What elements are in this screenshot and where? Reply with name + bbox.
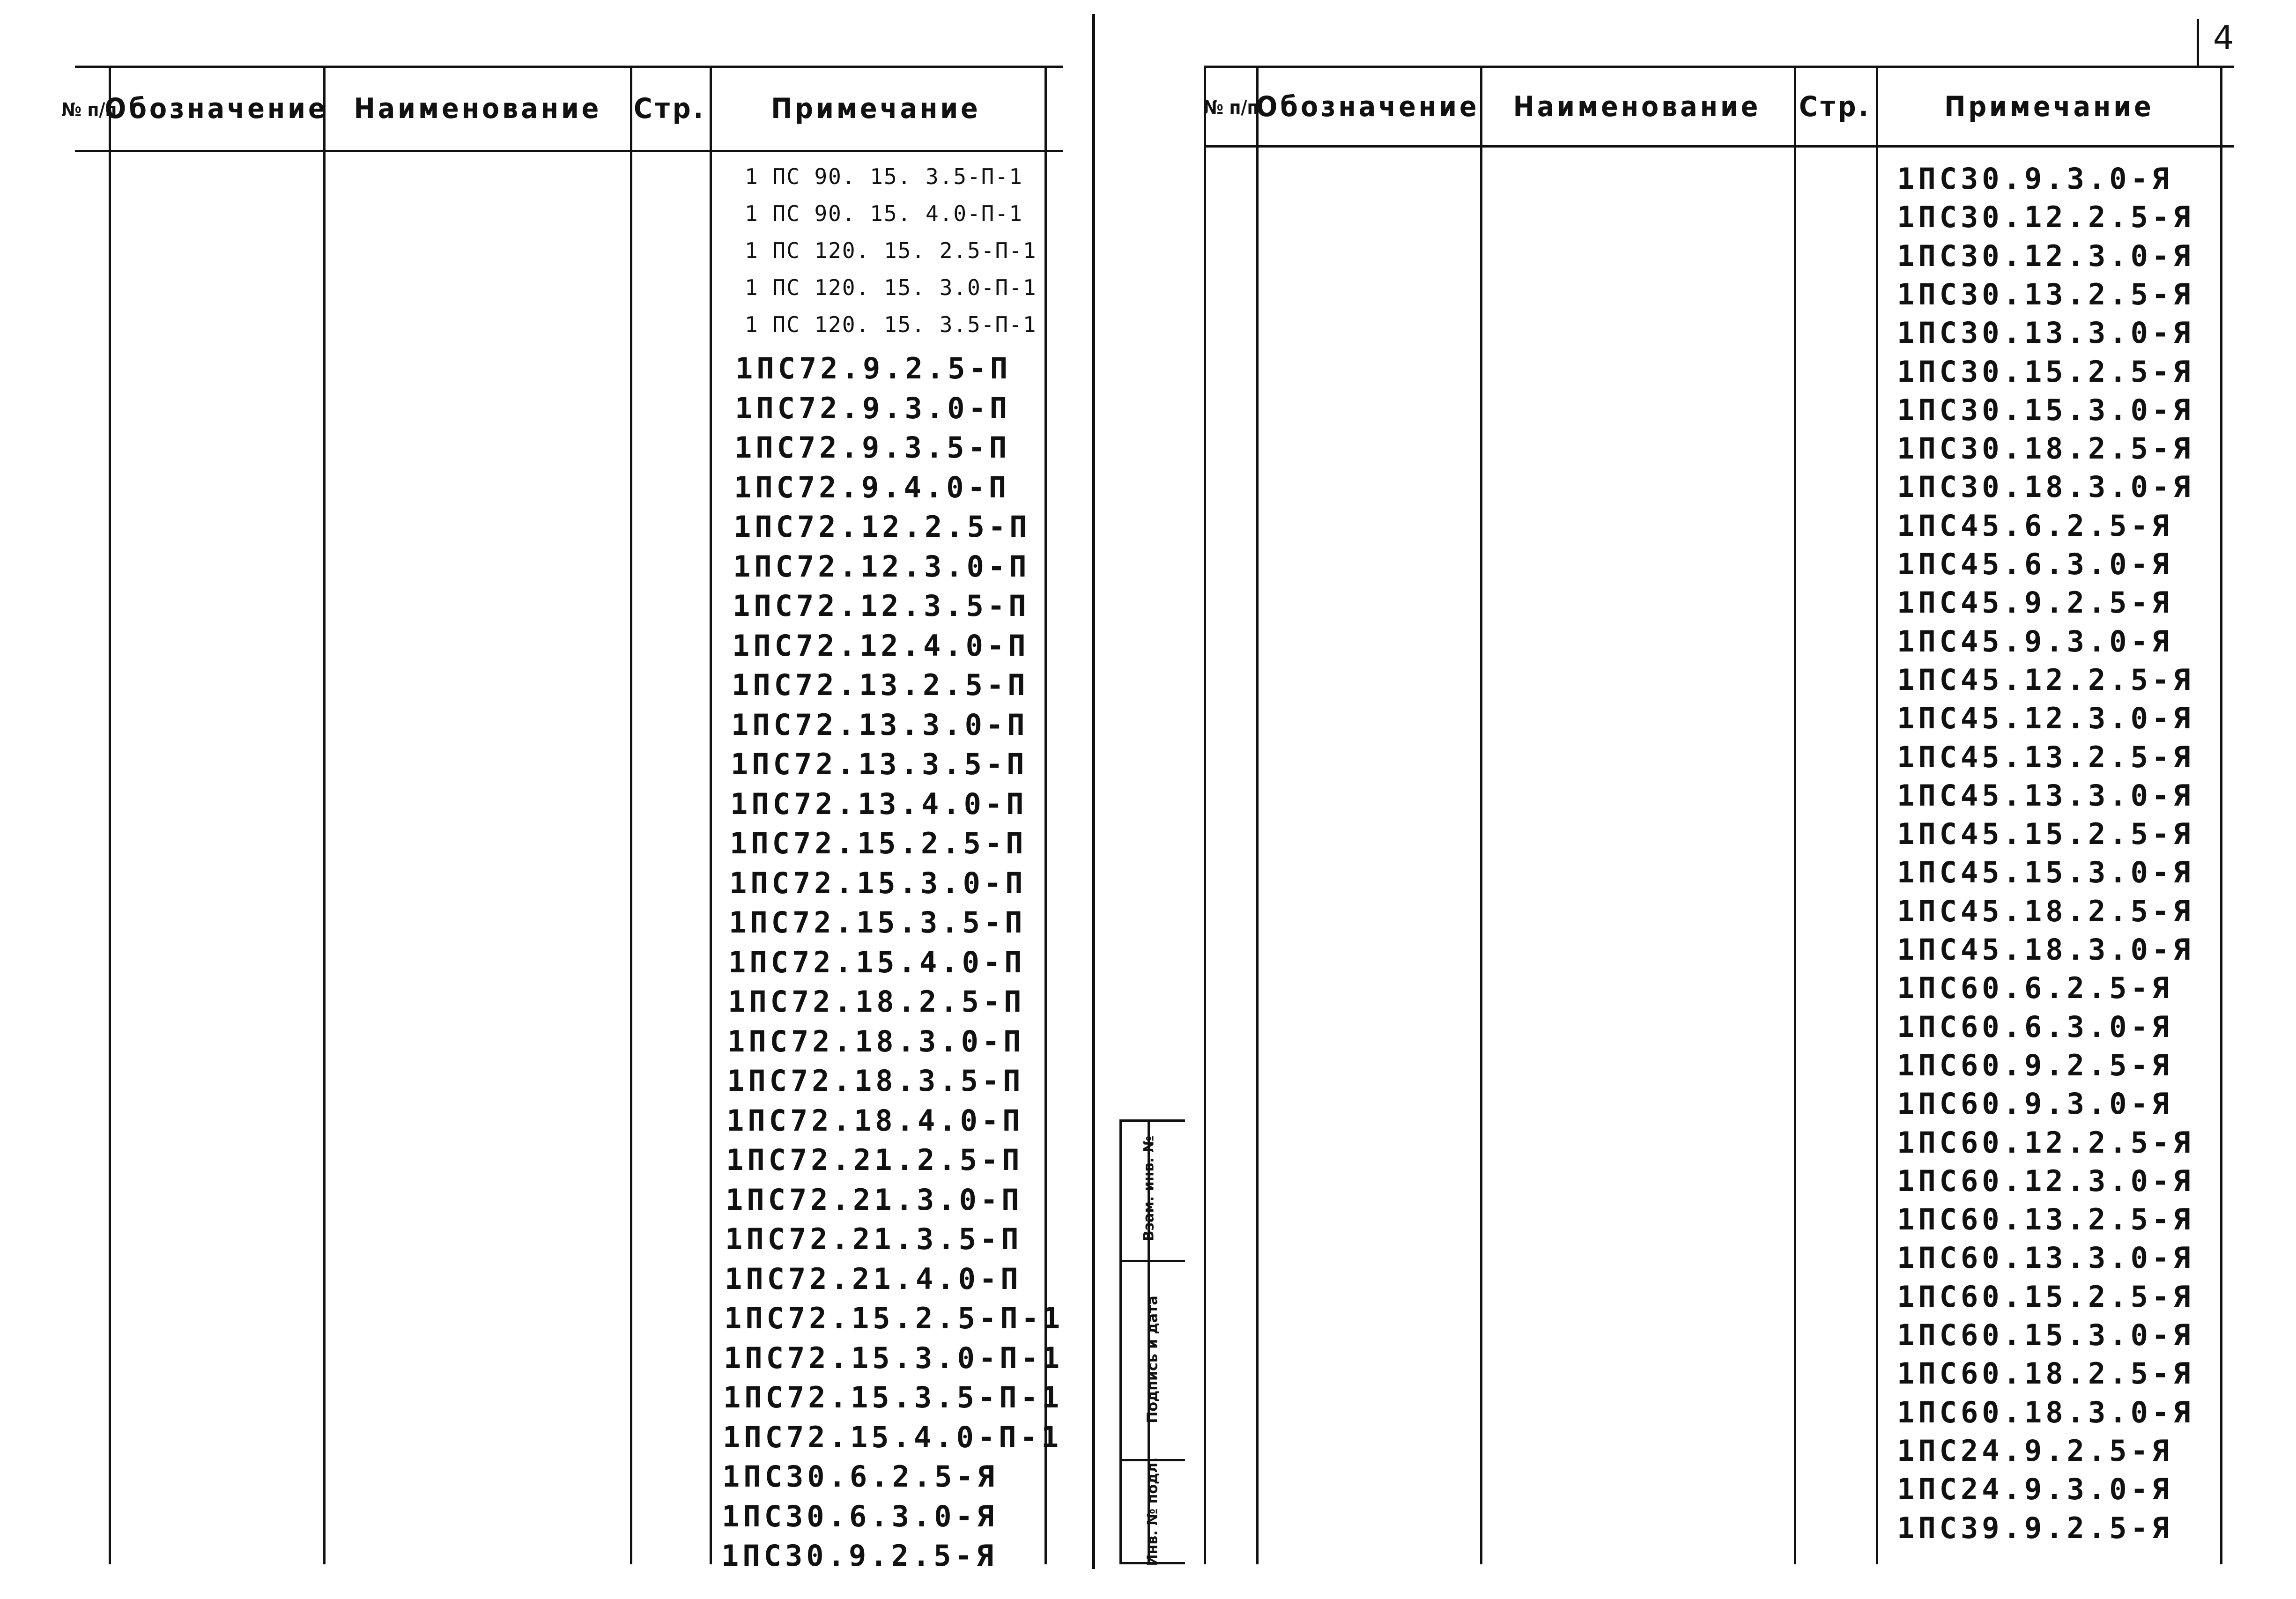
header-name: Наименование	[1513, 90, 1761, 123]
note-row: 1ПС72.18.4.0-П	[726, 1103, 1024, 1138]
note-row: 1ПС45.15.3.0-Я	[1897, 855, 2194, 890]
note-row: 1ПС72.15.2.5-П	[730, 826, 1027, 860]
header-designation: Обозначение	[1256, 90, 1480, 123]
note-row: 1ПС24.9.3.0-Я	[1897, 1472, 2173, 1507]
header-name: Наименование	[354, 92, 602, 125]
note-row: 1ПС72.12.3.5-П	[733, 589, 1030, 623]
stamp-cell-signature-date: Подпись и дата	[1144, 1295, 1161, 1423]
note-row: 1ПС60.15.3.0-Я	[1897, 1318, 2194, 1352]
note-row: 1ПС30.9.2.5-Я	[721, 1539, 998, 1573]
note-row: 1ПС60.13.2.5-Я	[1897, 1202, 2194, 1237]
note-row: 1ПС72.15.2.5-П-1	[724, 1301, 1064, 1335]
note-row: 1ПС72.21.2.5-П	[726, 1143, 1023, 1177]
note-row: 1ПС60.18.2.5-Я	[1897, 1356, 2194, 1391]
note-row: 1ПС45.9.2.5-Я	[1897, 585, 2173, 620]
note-row: 1ПС60.6.3.0-Я	[1897, 1009, 2173, 1044]
note-row: 1ПС30.18.2.5-Я	[1897, 431, 2194, 466]
header-page: Стр.	[633, 92, 706, 125]
page-number: 4	[2213, 19, 2234, 57]
note-row: 1ПС30.6.2.5-Я	[722, 1459, 999, 1494]
note-row: 1ПС60.6.2.5-Я	[1897, 971, 2173, 1006]
note-row: 1ПС30.13.3.0-Я	[1897, 316, 2194, 350]
note-row: 1ПС30.6.3.0-Я	[722, 1499, 998, 1533]
note-row: 1ПС72.18.2.5-П	[728, 985, 1025, 1019]
note-row: 1ПС60.9.3.0-Я	[1897, 1087, 2173, 1121]
note-row: 1ПС72.13.4.0-П	[730, 786, 1028, 821]
note-row: 1ПС72.21.4.0-П	[725, 1261, 1022, 1296]
note-row: 1 ПС 120. 15. 2.5-П-1	[745, 238, 1037, 263]
note-row: 1ПС45.6.3.0-Я	[1897, 547, 2173, 581]
note-row: 1ПС30.12.2.5-Я	[1897, 200, 2194, 235]
note-row: 1ПС45.15.2.5-Я	[1897, 817, 2194, 851]
note-row: 1ПС72.12.4.0-П	[732, 628, 1029, 663]
note-row: 1ПС72.12.3.0-П	[733, 549, 1030, 584]
note-row: 1 ПС 120. 15. 3.0-П-1	[745, 275, 1037, 300]
note-row: 1ПС60.9.2.5-Я	[1897, 1048, 2173, 1082]
note-row: 1ПС72.9.3.0-П	[735, 391, 1011, 425]
note-row: 1ПС45.6.2.5-Я	[1897, 508, 2173, 543]
note-row: 1ПС60.12.2.5-Я	[1897, 1125, 2194, 1160]
note-row: 1ПС72.9.3.5-П	[734, 430, 1011, 465]
note-row: 1ПС72.21.3.5-П	[725, 1222, 1022, 1256]
note-row: 1ПС30.15.2.5-Я	[1897, 354, 2194, 389]
note-row: 1ПС72.15.3.0-П-1	[724, 1340, 1064, 1375]
stamp-cell-replace-inv: Взам. инв. №	[1141, 1135, 1157, 1242]
note-row: 1ПС45.18.3.0-Я	[1897, 933, 2194, 967]
note-row: 1ПС72.15.3.5-П	[729, 905, 1026, 940]
note-row: 1 ПС 90. 15. 3.5-П-1	[745, 164, 1023, 189]
note-row: 1 ПС 90. 15. 4.0-П-1	[745, 201, 1023, 226]
header-num: № п/п	[61, 99, 117, 121]
note-row: 1ПС30.18.3.0-Я	[1897, 470, 2194, 504]
note-row: 1ПС72.15.4.0-П-1	[723, 1420, 1063, 1454]
note-row: 1ПС60.18.3.0-Я	[1897, 1395, 2194, 1429]
note-row: 1ПС60.12.3.0-Я	[1897, 1163, 2194, 1198]
note-row: 1 ПС 120. 15. 3.5-П-1	[745, 312, 1037, 337]
header-note: Примечание	[771, 92, 981, 125]
note-row: 1ПС72.9.4.0-П	[734, 470, 1010, 504]
note-row: 1ПС45.9.3.0-Я	[1897, 624, 2173, 659]
note-row: 1ПС60.13.3.0-Я	[1897, 1241, 2194, 1275]
stamp-cell-orig-inv: Инв. № подл.	[1144, 1457, 1161, 1566]
note-row: 1ПС45.12.2.5-Я	[1897, 662, 2194, 697]
note-row: 1ПС30.9.3.0-Я	[1897, 162, 2173, 196]
note-row: 1ПС72.9.2.5-П	[735, 351, 1012, 385]
header-page: Стр.	[1799, 90, 1872, 123]
note-row: 1ПС72.13.3.0-П	[731, 707, 1029, 742]
note-row: 1ПС30.13.2.5-Я	[1897, 277, 2194, 311]
note-row: 1ПС72.15.3.5-П-1	[723, 1380, 1063, 1414]
header-num: № п/п	[1203, 97, 1259, 118]
note-row: 1ПС45.18.2.5-Я	[1897, 894, 2194, 928]
note-row: 1ПС72.21.3.0-П	[726, 1182, 1023, 1217]
note-row: 1ПС60.15.2.5-Я	[1897, 1279, 2194, 1314]
note-row: 1ПС45.12.3.0-Я	[1897, 701, 2194, 736]
note-row: 1ПС30.12.3.0-Я	[1897, 238, 2194, 273]
note-row: 1ПС72.13.2.5-П	[732, 668, 1029, 702]
note-row: 1ПС72.18.3.5-П	[727, 1064, 1024, 1098]
note-row: 1ПС39.9.2.5-Я	[1897, 1510, 2173, 1545]
header-designation: Обозначение	[104, 92, 328, 125]
note-row: 1ПС72.15.4.0-П	[728, 945, 1026, 979]
note-row: 1ПС72.12.2.5-П	[733, 510, 1031, 544]
note-row: 1ПС24.9.2.5-Я	[1897, 1433, 2173, 1468]
note-row: 1ПС45.13.3.0-Я	[1897, 778, 2194, 813]
note-row: 1ПС30.15.3.0-Я	[1897, 392, 2194, 427]
header-note: Примечание	[1944, 90, 2154, 123]
note-row: 1ПС72.13.3.5-П	[731, 747, 1028, 781]
note-row: 1ПС45.13.2.5-Я	[1897, 740, 2194, 774]
note-row: 1ПС72.18.3.0-П	[727, 1024, 1025, 1059]
note-row: 1ПС72.15.3.0-П	[729, 866, 1027, 900]
